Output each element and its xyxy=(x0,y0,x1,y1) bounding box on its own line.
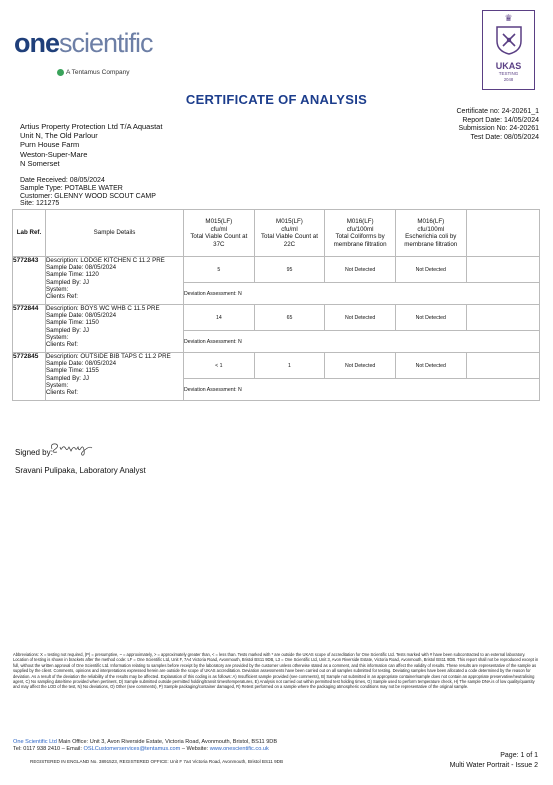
site: Site: 121275 xyxy=(20,200,60,208)
footer-contact: One Scientific Ltd Main Office: Unit 3, Avon Riverside Estate, Victoria Road, Avonmouth, Bristol, BS11 9DB Tel: 0117 938 2410 – Email: OSLCustomerservices@tentamus.com – Website: www.onescientific.co.uk xyxy=(13,739,278,753)
empty-column-header xyxy=(466,210,539,257)
lab-ref: 5772845 xyxy=(13,353,46,401)
lab-ref: 5772844 xyxy=(13,305,46,353)
template-name: Multi Water Portrait - Issue 2 xyxy=(449,762,538,769)
ukas-number: 2048 xyxy=(503,77,514,82)
deviation-assessment: Deviation Assessment: N xyxy=(184,331,540,353)
page-info xyxy=(450,751,538,771)
result-cell: 95 xyxy=(254,257,325,283)
sample-details: Description: OUTSIDE BIB TAPS C 11.2 PRE Sample Date: 08/05/2024 Sample Time: 1155 Sampled By: JJ System: Clients Ref: xyxy=(45,353,183,401)
column-header: M015(LF) cfu/ml Total Viable Count at 37C xyxy=(184,210,255,257)
telephone: Tel: 0117 938 2410 – Email: xyxy=(13,746,84,753)
table-row xyxy=(13,257,540,283)
empty-cell xyxy=(466,353,539,379)
lab-ref: 5772843 xyxy=(13,257,46,305)
sample-meta xyxy=(20,177,156,208)
address-line: Weston-Super-Mare xyxy=(20,149,88,159)
abbreviations-note: Abbreviations: X = testing not required, (P) = presumptive, ~ = approximately, > = approximately greater than, < = less than. Tests marked with * are outside the UKAS scope of accreditation for One Scientific Ltd. Tests marked with # have been subcontracted to an external laboratory. Location of testing is shown in brackets after the method code: LF = One Scientific Ltd, Unit F, 7A4 Victoria Road, Avonmouth, Bristol BS11 9DB, L3 = One Scientific Ltd, Unit 3, Avon Riverside Estate, Victoria Road, Avonmouth, Bristol BS11 9DB. This report shall not be reproduced except in full, without the written approval of One Scientific Ltd. Information relating to samples before receipt by the laboratory are provided by the customer unless otherwise stated as a comment, and this information can affect the validity of results. These results are representative of the sample as supplied by the client. Comments, opinions and interpretations expressed herein are outside the scope of UKAS accreditation. Deviation assessments have been carried out on all samples submitted for testing. Deviating samples have been allocated a code determined by the reason for deviation. As a result of the deviation the reliability of the results may be affected. Explanation of this coding is as follows: A) Insufficient sample provided (see comments), B) Sample not submitted in an appropriate container/sample does not contain an appropriate preservative/neutralising agent, C) No sampling date/time provided when pertinent, D) Sample submitted outside permitted holding/transit times/temperatures, E) Analysis not carried out within permitted test holding times, G) Sample used to perform temperature check, H) The sample DNA is of low quality/quantity and may affect the LOD of the test, N) No deviations, O) Other (see comments), P) Sample packaging/container damaged, R) Retest performed on a sample where the packaging atmospheric conditions may not be representative of the original sample. xyxy=(13,652,539,690)
result-cell: < 1 xyxy=(184,353,255,379)
website-link[interactable]: www.onescientific.co.uk xyxy=(209,746,269,753)
deviation-assessment: Deviation Assessment: N xyxy=(184,379,540,401)
ukas-badge xyxy=(482,10,535,90)
address-line: Unit N, The Old Parlour xyxy=(20,131,98,141)
result-cell: Not Detected xyxy=(395,257,466,283)
empty-cell xyxy=(466,305,539,331)
submission-no: Submission No: 24-20261 xyxy=(458,125,539,133)
sample-type: Sample Type: POTABLE WATER xyxy=(20,184,123,192)
certificate-no: Certificate no: 24-20261_1 xyxy=(456,108,539,115)
result-cell: Not Detected xyxy=(325,353,396,379)
logo-scientific-text: scientific xyxy=(59,28,153,58)
result-cell: 65 xyxy=(254,305,325,331)
ukas-name: UKAS xyxy=(495,61,522,71)
table-row xyxy=(13,353,540,379)
sample-details: Description: LODGE KITCHEN C 11.2 PRE Sample Date: 08/05/2024 Sample Time: 1120 Sampled By: JJ System: Clients Ref: xyxy=(45,257,183,305)
analyst-name: Sravani Pulipaka, Laboratory Analyst xyxy=(15,466,146,475)
column-header: M015(LF) cfu/ml Total Viable Count at 22C xyxy=(254,210,325,257)
date-received: Date Received: 08/05/2024 xyxy=(20,177,105,184)
address-line: Artius Property Protection Ltd T/A Aquastat xyxy=(20,122,163,131)
result-cell: Not Detected xyxy=(395,305,466,331)
result-cell: Not Detected xyxy=(325,305,396,331)
company-link[interactable]: One Scientific Ltd xyxy=(13,739,57,745)
logo-one-text: one xyxy=(14,28,60,58)
sample-details-header: Sample Details xyxy=(45,210,183,257)
empty-cell xyxy=(466,257,539,283)
handwritten-signature xyxy=(48,437,96,457)
results-table xyxy=(12,209,540,401)
result-cell: Not Detected xyxy=(325,257,396,283)
tentamus-icon xyxy=(57,69,64,76)
main-office: Main Office: Unit 3, Avon Riverside Estate, Victoria Road, Avonmouth, Bristol, BS11 9DB xyxy=(56,739,278,745)
deviation-assessment: Deviation Assessment: N xyxy=(184,283,540,305)
tentamus-text: A Tentamus Company xyxy=(66,69,130,77)
column-header: M016(LF) cfu/100ml Escherichia coli by membrane filtration xyxy=(395,210,466,257)
ukas-sub: TESTING xyxy=(498,71,519,76)
result-cell: 1 xyxy=(254,353,325,379)
page-title: CERTIFICATE OF ANALYSIS xyxy=(185,92,368,107)
one-scientific-logo xyxy=(14,28,153,59)
result-cell: 5 xyxy=(184,257,255,283)
test-date: Test Date: 08/05/2024 xyxy=(470,133,539,141)
table-row xyxy=(13,305,540,331)
result-cell: Not Detected xyxy=(395,353,466,379)
registered-office: REGISTERED IN ENGLAND No. 3891523, REGISTERED OFFICE: Unit F 7a4 Victoria Road, Avonmouth, Bristol BS11 9DB xyxy=(30,759,284,764)
page-number: Page: 1 of 1 xyxy=(500,752,538,759)
customer: Customer: GLENNY WOOD SCOUT CAMP xyxy=(20,192,156,200)
report-date: Report Date: 14/05/2024 xyxy=(462,116,539,124)
table-header-row xyxy=(13,210,540,257)
result-cell: 14 xyxy=(184,305,255,331)
sample-details: Description: BOYS WC WHB C 11.5 PRE Sample Date: 08/05/2024 Sample Time: 1150 Sampled By: JJ System: Clients Ref: xyxy=(45,305,183,353)
tentamus-tagline xyxy=(57,69,129,76)
signed-by-label: Signed by: xyxy=(15,448,53,457)
crown-icon: ♛ xyxy=(504,13,513,23)
address-line: Purn House Farm xyxy=(20,140,80,150)
column-header: M016(LF) cfu/100ml Total Coliforms by membrane filtration xyxy=(325,210,396,257)
email-link[interactable]: OSLCustomerservices@tentamus.com xyxy=(83,746,181,753)
address-line: N Somerset xyxy=(20,158,60,168)
ukas-shield-icon xyxy=(495,25,523,55)
customer-address xyxy=(20,122,162,168)
lab-ref-header: Lab Ref. xyxy=(13,210,46,257)
certificate-refs xyxy=(457,108,540,142)
